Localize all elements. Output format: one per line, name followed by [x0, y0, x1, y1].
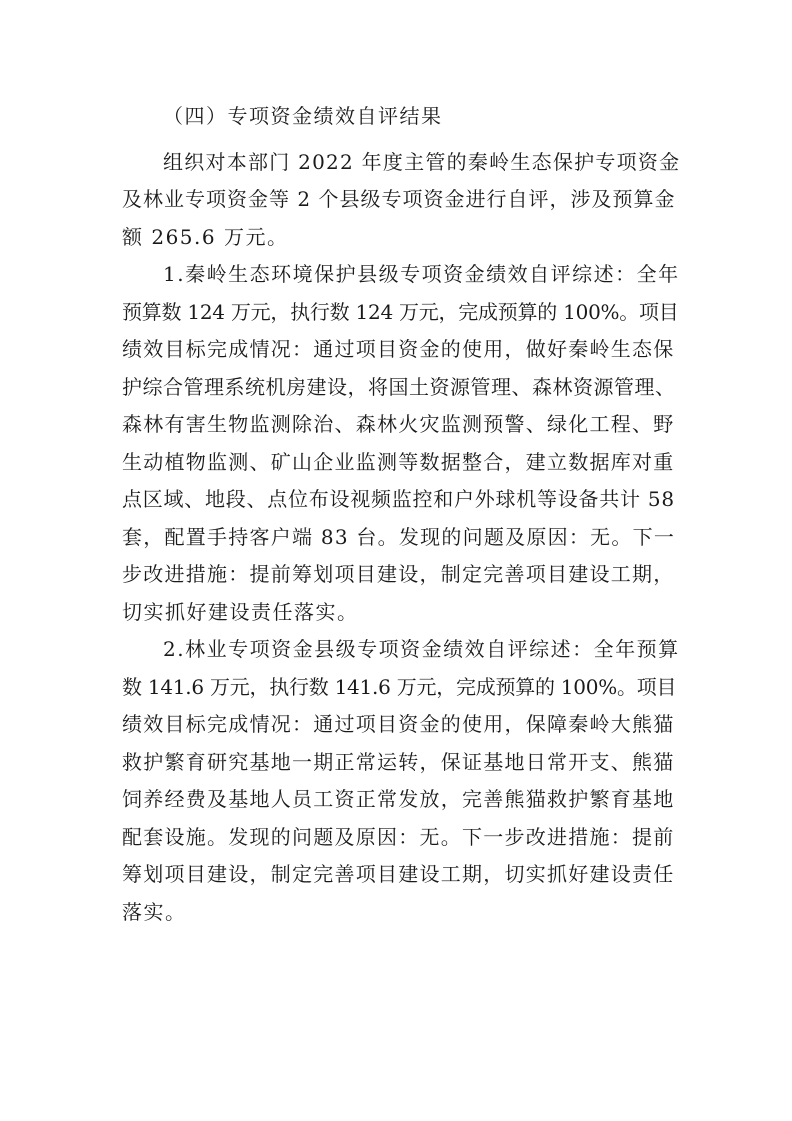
- paragraph-item-2-line: 落实。: [122, 900, 187, 924]
- paragraph-item-1-line: 绩效目标完成情况：通过项目资金的使用，做好秦岭生态保: [122, 337, 675, 361]
- paragraph-item-1-line: 切实抓好建设责任落实。: [122, 600, 359, 624]
- paragraph-item-2-line: 2.林业专项资金县级专项资金绩效自评综述：全年预算: [163, 637, 680, 661]
- paragraph-item-1-line: 套，配置手持客户端 83 台。发现的问题及原因：无。下一: [122, 525, 676, 549]
- paragraph-intro-line: 额 265.6 万元。: [122, 225, 289, 249]
- paragraph-item-1-line: 生动植物监测、矿山企业监测等数据整合，建立数据库对重: [122, 450, 675, 474]
- paragraph-item-1-line: 森林有害生物监测除治、森林火灾监测预警、绿化工程、野: [122, 412, 675, 436]
- paragraph-item-1-line: 1.秦岭生态环境保护县级专项资金绩效自评综述：全年: [163, 262, 680, 286]
- paragraph-intro-line: 及林业专项资金等 2 个县级专项资金进行自评，涉及预算金: [122, 187, 676, 211]
- paragraph-item-1-line: 预算数 124 万元，执行数 124 万元，完成预算的 100%。项目: [122, 300, 679, 324]
- paragraph-item-2-line: 筹划项目建设，制定完善项目建设工期，切实抓好建设责任: [122, 862, 675, 886]
- paragraph-item-1-line: 点区域、地段、点位布设视频监控和户外球机等设备共计 58: [122, 487, 675, 511]
- paragraph-intro-line: 组织对本部门 2022 年度主管的秦岭生态保护专项资金: [163, 150, 681, 174]
- paragraph-item-2-line: 数 141.6 万元，执行数 141.6 万元，完成预算的 100%。项目: [122, 675, 677, 699]
- paragraph-item-2-line: 配套设施。发现的问题及原因：无。下一步改进措施：提前: [122, 825, 675, 849]
- paragraph-item-2-line: 绩效目标完成情况：通过项目资金的使用，保障秦岭大熊猫: [122, 712, 675, 736]
- paragraph-item-1-line: 步改进措施：提前筹划项目建设，制定完善项目建设工期，: [122, 562, 675, 586]
- paragraph-item-2-line: 救护繁育研究基地一期正常运转，保证基地日常开支、熊猫: [122, 750, 675, 774]
- paragraph-item-1-line: 护综合管理系统机房建设，将国土资源管理、森林资源管理、: [122, 375, 676, 399]
- section-heading: （四）专项资金绩效自评结果: [163, 104, 443, 128]
- paragraph-item-2-line: 饲养经费及基地人员工资正常发放，完善熊猫救护繁育基地: [122, 787, 675, 811]
